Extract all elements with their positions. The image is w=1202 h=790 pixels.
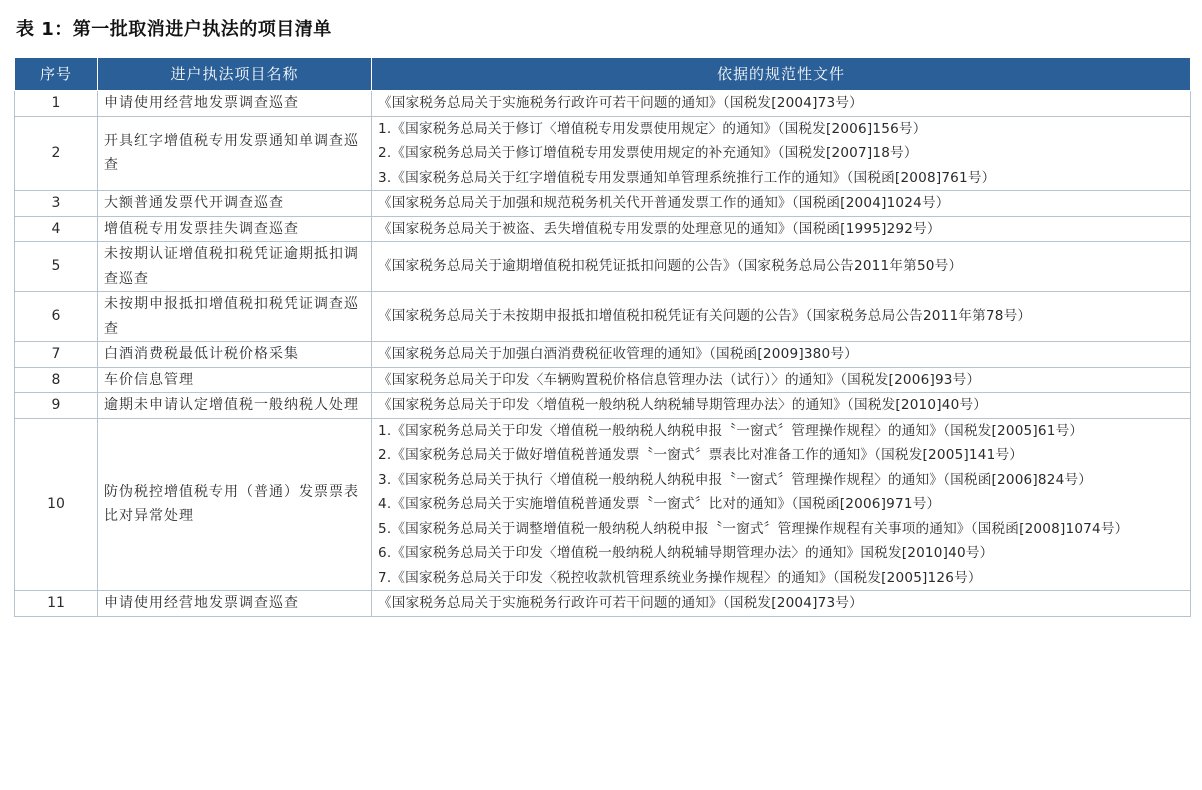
document-reference: 《国家税务总局关于实施税务行政许可若干问题的通知》（国税发[2004]73号） [378, 595, 863, 611]
header-project-name: 进户执法项目名称 [98, 58, 372, 91]
project-list-table [14, 57, 1191, 617]
document-reference: 《国家税务总局关于加强和规范税务机关代开普通发票工作的通知》（国税函[2004]1024号） [378, 195, 950, 211]
row-serial-number: 9 [15, 393, 98, 419]
row-project-name: 增值税专用发票挂失调查巡查 [98, 216, 372, 242]
row-project-name: 大额普通发票代开调查巡查 [98, 191, 372, 217]
row-serial-number: 3 [15, 191, 98, 217]
table-row [15, 242, 1191, 292]
table-row [15, 393, 1191, 419]
row-project-name: 逾期未申请认定增值税一般纳税人处理 [98, 393, 372, 419]
row-documents [372, 242, 1191, 292]
table-title: 表 1：第一批取消进户执法的项目清单 [16, 19, 332, 40]
table-row [15, 91, 1191, 117]
table-header-row [15, 58, 1191, 91]
document-reference: 3.《国家税务总局关于执行〈增值税一般纳税人纳税申报〝一窗式〞管理操作规程〉的通知》（国税函[2006]824号） [378, 471, 1093, 488]
row-serial-number: 1 [15, 91, 98, 117]
document-reference: 2.《国家税务总局关于做好增值税普通发票〝一窗式〞票表比对准备工作的通知》（国税发[2005]141号） [378, 447, 1024, 463]
row-project-name: 未按期认证增值税扣税凭证逾期抵扣调查巡查 [98, 242, 372, 292]
document-reference: 《国家税务总局关于实施税务行政许可若干问题的通知》（国税发[2004]73号） [378, 95, 863, 111]
table-row [15, 191, 1191, 217]
row-project-name: 申请使用经营地发票调查巡查 [98, 591, 372, 617]
table-row [15, 292, 1191, 342]
row-documents [372, 367, 1191, 393]
row-documents [372, 591, 1191, 617]
header-serial-number: 序号 [15, 58, 98, 91]
row-documents [372, 393, 1191, 419]
row-serial-number: 11 [15, 591, 98, 617]
document-reference: 《国家税务总局关于未按期申报抵扣增值税扣税凭证有关问题的公告》（国家税务总局公告2011年第78号） [378, 308, 1032, 325]
document-reference: 3.《国家税务总局关于红字增值税专用发票通知单管理系统推行工作的通知》（国税函[2008]761号） [378, 169, 996, 186]
table-row [15, 342, 1191, 368]
table-row [15, 367, 1191, 393]
document-reference: 《国家税务总局关于逾期增值税扣税凭证抵扣问题的公告》（国家税务总局公告2011年第50号） [378, 258, 963, 275]
document-reference: 5.《国家税务总局关于调整增值税一般纳税人纳税申报〝一窗式〞管理操作规程有关事项的通知》（国税函[2008]1074号） [378, 520, 1129, 537]
row-documents [372, 342, 1191, 368]
row-documents [372, 216, 1191, 242]
document-reference: 4.《国家税务总局关于实施增值税普通发票〝一窗式〞比对的通知》（国税函[2006]971号） [378, 496, 941, 512]
row-serial-number: 2 [15, 116, 98, 191]
row-serial-number: 8 [15, 367, 98, 393]
document-reference: 《国家税务总局关于印发〈车辆购置税价格信息管理办法（试行）〉的通知》（国税发[2006]93号） [378, 371, 981, 388]
table-row [15, 591, 1191, 617]
document-reference: 1.《国家税务总局关于印发〈增值税一般纳税人纳税申报〝一窗式〞管理操作规程〉的通知》（国税发[2005]61号） [378, 422, 1084, 439]
row-documents [372, 292, 1191, 342]
document-reference: 2.《国家税务总局关于修订增值税专用发票使用规定的补充通知》（国税发[2007]18号） [378, 145, 918, 161]
document-reference: 《国家税务总局关于被盗、丢失增值税专用发票的处理意见的通知》（国税函[1995]292号） [378, 220, 941, 237]
row-serial-number: 4 [15, 216, 98, 242]
row-serial-number: 5 [15, 242, 98, 292]
table-row [15, 216, 1191, 242]
document-reference: 《国家税务总局关于印发〈增值税一般纳税人纳税辅导期管理办法〉的通知》（国税发[2010]40号） [378, 397, 988, 413]
row-documents [372, 418, 1191, 591]
table-row [15, 116, 1191, 191]
row-documents [372, 116, 1191, 191]
row-documents [372, 191, 1191, 217]
document-reference: 6.《国家税务总局关于印发〈增值税一般纳税人纳税辅导期管理办法〉的通知》国税发[2010]40号） [378, 545, 994, 561]
document-reference: 《国家税务总局关于加强白酒消费税征收管理的通知》（国税函[2009]380号） [378, 346, 858, 362]
row-serial-number: 10 [15, 418, 98, 591]
row-serial-number: 7 [15, 342, 98, 368]
document-reference: 1.《国家税务总局关于修订〈增值税专用发票使用规定〉的通知》（国税发[2006]156号） [378, 120, 927, 137]
row-project-name: 开具红字增值税专用发票通知单调查巡查 [98, 116, 372, 191]
row-project-name: 车价信息管理 [98, 367, 372, 393]
row-serial-number: 6 [15, 292, 98, 342]
header-normative-documents: 依据的规范性文件 [372, 58, 1191, 91]
table-row [15, 418, 1191, 591]
document-reference: 7.《国家税务总局关于印发〈税控收款机管理系统业务操作规程〉的通知》（国税发[2005]126号） [378, 569, 982, 586]
row-project-name: 防伪税控增值税专用（普通）发票票表比对异常处理 [98, 418, 372, 591]
row-project-name: 未按期申报抵扣增值税扣税凭证调查巡查 [98, 292, 372, 342]
row-project-name: 白酒消费税最低计税价格采集 [98, 342, 372, 368]
row-documents [372, 91, 1191, 117]
row-project-name: 申请使用经营地发票调查巡查 [98, 91, 372, 117]
